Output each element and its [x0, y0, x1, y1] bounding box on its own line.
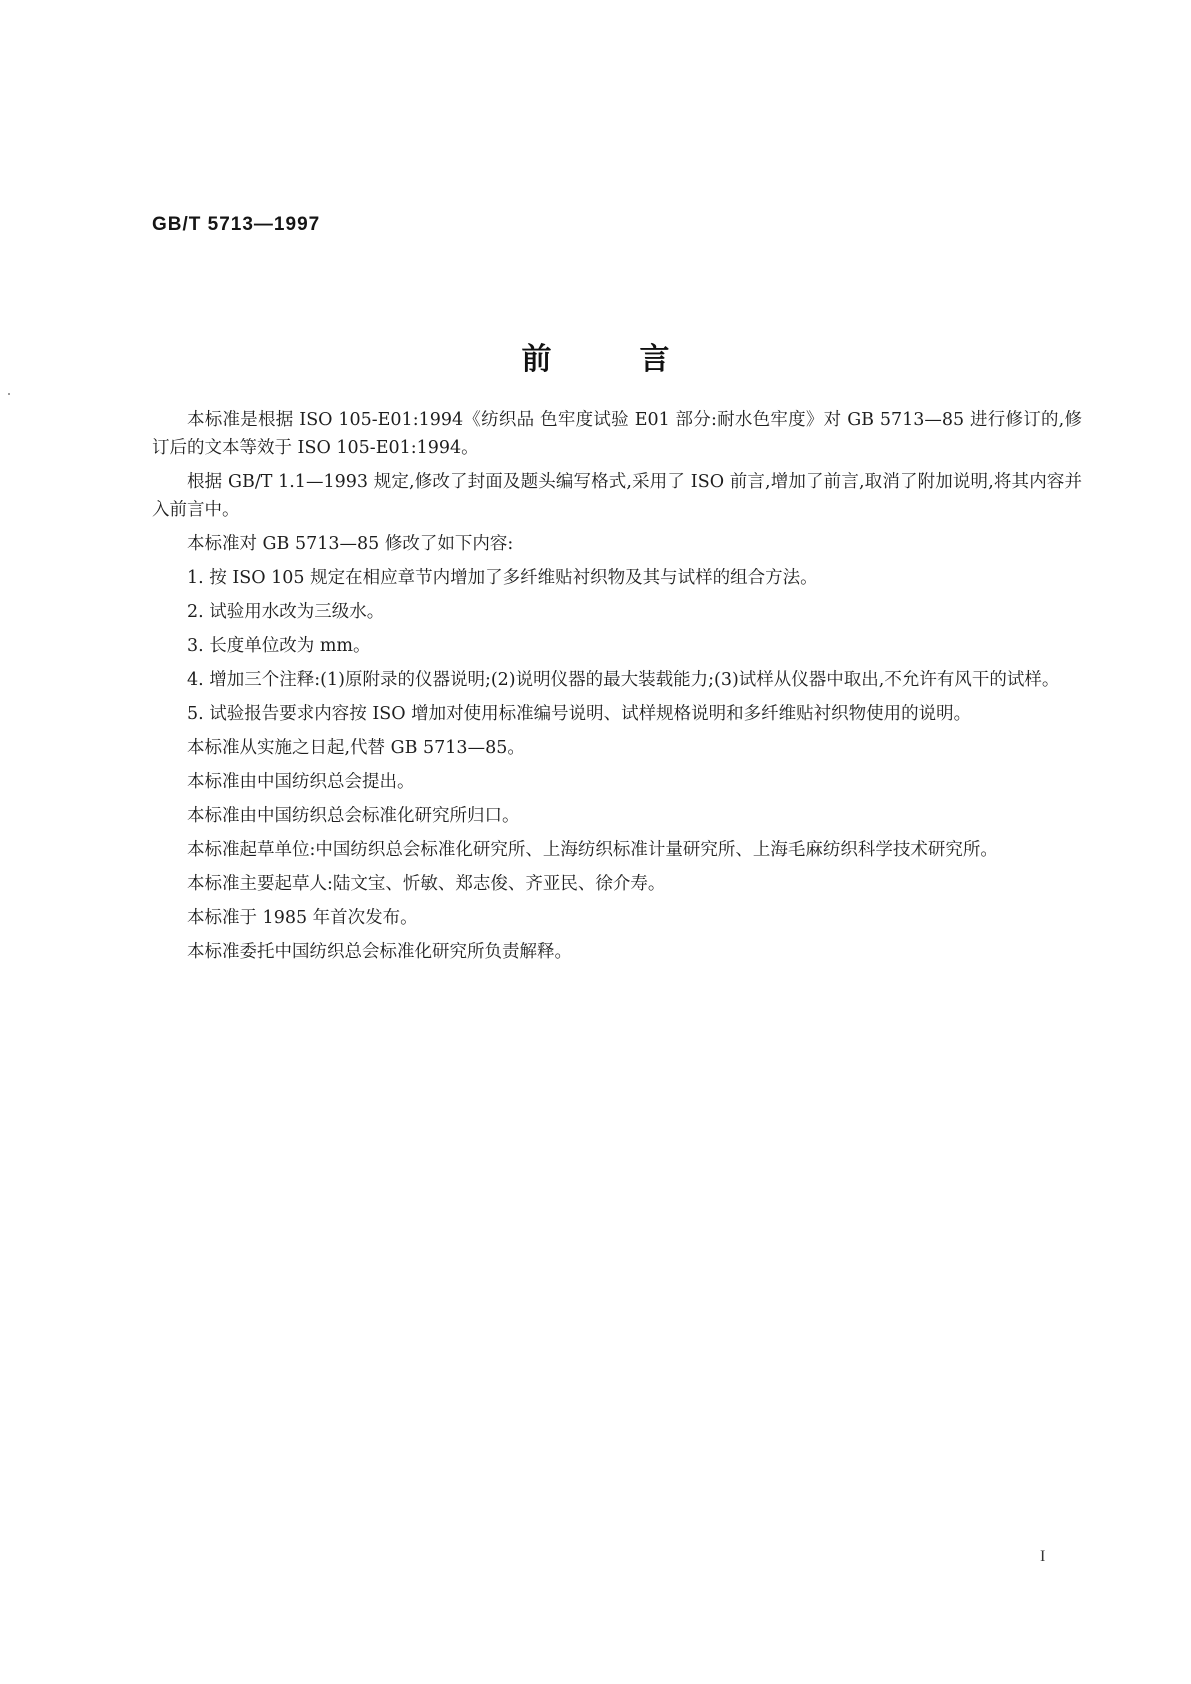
paragraph-format: 根据 GB/T 1.1—1993 规定,修改了封面及题头编写格式,采用了 ISO 前言,增加了前言,取消了附加说明,将其内容并入前言中。: [152, 472, 1082, 520]
paragraph-centralized-by: 本标准由中国纺织总会标准化研究所归口。: [187, 806, 520, 826]
paragraph-change-4: 4. 增加三个注释:(1)原附录的仪器说明;(2)说明仪器的最大装载能力;(3)试样从仪器中取出,不允许有风干的试样。: [187, 670, 1060, 690]
paragraph-replaces: 本标准从实施之日起,代替 GB 5713—85。: [187, 738, 525, 758]
paragraph-changes-intro: 本标准对 GB 5713—85 修改了如下内容:: [187, 534, 514, 554]
paragraph-proposed-by: 本标准由中国纺织总会提出。: [187, 772, 415, 792]
paragraph-change-5: 5. 试验报告要求内容按 ISO 增加对使用标准编号说明、试样规格说明和多纤维贴衬织物使用的说明。: [187, 704, 972, 724]
scan-speck: [8, 393, 10, 395]
paragraph-first-issued: 本标准于 1985 年首次发布。: [187, 908, 418, 928]
paragraph-change-1: 1. 按 ISO 105 规定在相应章节内增加了多纤维贴衬织物及其与试样的组合方法。: [187, 568, 818, 588]
page-number: I: [1040, 1548, 1046, 1565]
paragraph-drafters: 本标准主要起草人:陆文宝、忻敏、郑志俊、齐亚民、徐介寿。: [187, 874, 666, 894]
paragraph-basis: 本标准是根据 ISO 105-E01:1994《纺织品 色牢度试验 E01 部分:耐水色牢度》对 GB 5713—85 进行修订的,修订后的文本等效于 ISO 105-E01:1994。: [152, 410, 1082, 458]
standard-code: GB/T 5713—1997: [152, 214, 321, 235]
paragraph-change-3: 3. 长度单位改为 mm。: [187, 636, 371, 656]
paragraph-interpretation: 本标准委托中国纺织总会标准化研究所负责解释。: [187, 942, 572, 962]
page-title: 前言: [521, 342, 758, 377]
paragraph-change-2: 2. 试验用水改为三级水。: [187, 602, 385, 622]
foreword-body: [152, 406, 1082, 972]
paragraph-drafting-units: 本标准起草单位:中国纺织总会标准化研究所、上海纺织标准计量研究所、上海毛麻纺织科学技术研究所。: [187, 840, 998, 860]
